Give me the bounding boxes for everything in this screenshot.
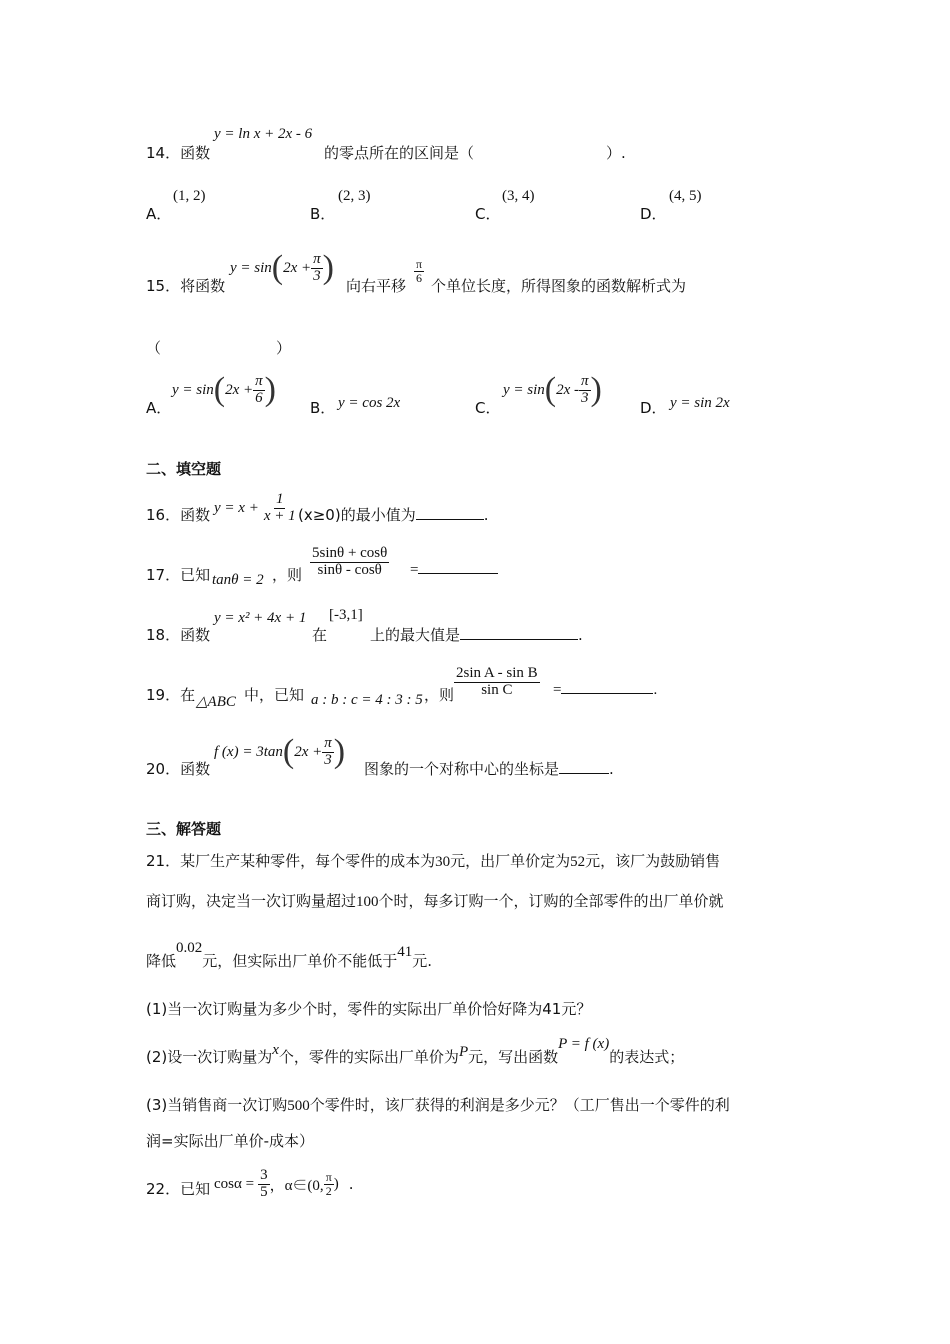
q16-expr-prefix: y = x + <box>214 499 259 516</box>
q19-end: . <box>653 682 658 698</box>
q21-func-p: P = f (x) <box>558 1036 610 1052</box>
q20-frac-num: π <box>324 734 332 751</box>
q17-eq: = <box>410 562 419 578</box>
q21-sub3-line1 <box>146 1094 730 1115</box>
q16-answer-blank[interactable] <box>416 519 484 520</box>
q22-number: 22．已知 <box>146 1180 211 1198</box>
q21-s3-b: 个零件时，该厂获得的利润是多少元？（工厂售出一个零件的利 <box>309 1096 730 1114</box>
q16-frac-num: 1 <box>275 490 284 507</box>
q15-a-den: 6 <box>255 389 263 406</box>
q19-answer-blank[interactable] <box>561 693 653 694</box>
q15-fraction <box>311 252 323 285</box>
q14-number: 14．函数 <box>146 144 211 162</box>
q15-option-a-label: A． <box>146 399 172 417</box>
q22-cos: cosα = <box>214 1175 255 1192</box>
section-answer-heading: 三、解答题 <box>146 820 222 838</box>
q14-option-c: (3, 4) <box>502 188 535 204</box>
q15-option-c-label: C． <box>475 399 501 417</box>
section-fill-in-heading: 二、填空题 <box>146 460 222 478</box>
q21-s2-b: 个，零件的实际出厂单价为 <box>278 1048 459 1066</box>
q21-price: 52 <box>570 854 586 870</box>
q21-cost: 30 <box>435 854 451 870</box>
q22-frac-den: 5 <box>260 1183 268 1200</box>
q14-close: ）. <box>606 144 626 162</box>
q21-threshold: 100 <box>356 894 379 910</box>
q18-expression: y = x² + 4x + 1 <box>214 610 307 626</box>
q15-c-prefix: y = sin <box>503 381 545 398</box>
q16-condition <box>298 504 488 525</box>
q15-shift-den: 6 <box>416 270 423 285</box>
q19-sep: ，则 <box>424 686 455 704</box>
q21-line2 <box>146 890 724 911</box>
q14-text: 的零点所在的区间是（ <box>324 144 475 162</box>
q15-option-d-label: D． <box>640 399 667 417</box>
q19-triangle: △ABC <box>196 694 236 710</box>
q22-pi-num: π <box>325 1169 332 1184</box>
q14-function: y = ln x + 2x - 6 <box>214 126 313 142</box>
q20-text-label: 图象的一个对称中心的坐标是 <box>364 760 560 778</box>
q15-paren-open: （ <box>146 339 162 357</box>
q15-arg: 2x + <box>283 259 312 276</box>
q19-ratio: a : b : c = 4 : 3 : 5 <box>311 692 423 708</box>
q17-frac-den: sinθ - cosθ <box>317 561 382 578</box>
q16-expression <box>214 488 298 528</box>
q15-option-a <box>172 368 276 412</box>
q14-option-c-label: C． <box>475 205 501 223</box>
q14-option-d-label: D． <box>640 205 667 223</box>
q17-condition: tanθ = 2 <box>212 572 264 588</box>
q18-text <box>370 624 583 645</box>
q21-sub1: (1)当一次订购量为多少个时，零件的实际出厂单价恰好降为41元？ <box>146 1000 592 1018</box>
q21-l2-a: 商订购，决定当一次订购量超过 <box>146 892 357 910</box>
q21-line3 <box>146 940 433 971</box>
q19-frac-den: sin C <box>481 681 513 698</box>
q15-option-c <box>503 368 602 412</box>
q15-shift <box>414 258 424 284</box>
q21-l1-c: 元，该厂为鼓励销售 <box>585 852 721 870</box>
q14-option-b-label: B． <box>310 205 336 223</box>
q20-expr-prefix: f (x) = 3tan <box>214 743 283 760</box>
q22-close: ) <box>333 1175 339 1192</box>
q15-text2: 个单位长度，所得图象的函数解析式为 <box>431 277 687 295</box>
q21-sub2 <box>146 1036 685 1067</box>
q15-c-arg: 2x - <box>556 381 580 398</box>
q15-frac-num: π <box>313 250 321 267</box>
q15-c-den: 3 <box>581 389 589 406</box>
q21-var-p: P <box>458 1044 469 1060</box>
q15-shift-num: π <box>416 257 423 271</box>
q19-number: 19．在 <box>146 686 196 704</box>
q14-option-a-label: A． <box>146 205 172 223</box>
q18-answer-blank[interactable] <box>460 639 578 640</box>
q15-a-num: π <box>255 372 263 389</box>
q21-s2-d: 的表达式； <box>609 1048 685 1066</box>
q15-paren-close: ） <box>276 339 292 357</box>
q20-answer-blank[interactable] <box>559 773 609 774</box>
q16-frac-den: x + 1 <box>263 507 296 524</box>
q20-frac-den: 3 <box>324 751 332 768</box>
q22-end: . <box>348 1175 354 1193</box>
q18-end: . <box>578 626 583 644</box>
q14-option-a: (1, 2) <box>173 188 206 204</box>
q14-option-b: (2, 3) <box>338 188 371 204</box>
q21-min-price: 41 <box>397 944 413 960</box>
q17-frac-num: 5sinθ + cosθ <box>312 545 388 561</box>
q15-number: 15．将函数 <box>146 277 226 295</box>
q17-fraction <box>310 546 389 579</box>
q19-frac-num: 2sin A - sin B <box>456 665 538 681</box>
q19-equals <box>553 682 657 699</box>
q22-pi-den: 2 <box>325 1183 332 1198</box>
q15-left-paren: ( <box>271 249 284 286</box>
q16-end: . <box>483 506 489 524</box>
q21-l1-a: 21．某厂生产某种零件，每个零件的成本为 <box>146 852 436 870</box>
q17-answer-blank[interactable] <box>418 573 498 574</box>
q21-s2-a: (2)设一次订购量为 <box>146 1048 273 1066</box>
q15-text1: 向右平移 <box>346 277 407 295</box>
q20-number: 20．函数 <box>146 760 211 778</box>
q18-text-label: 上的最大值是 <box>370 626 461 644</box>
q18-number: 18．函数 <box>146 626 211 644</box>
q19-fraction <box>454 666 540 699</box>
q15-option-b-label: B． <box>310 399 336 417</box>
q19-eq: = <box>553 682 562 698</box>
q21-s3-a: (3)当销售商一次订购 <box>146 1096 288 1114</box>
q15-c-lparen: ( <box>544 371 557 408</box>
q17-equals <box>410 562 498 579</box>
q21-l1-b: 元，出厂单价定为 <box>450 852 571 870</box>
q18-interval: [-3,1] <box>329 607 363 623</box>
q15-func-prefix: y = sin <box>230 259 272 276</box>
q20-expression <box>214 730 345 774</box>
q15-option-d: y = sin 2x <box>670 395 730 411</box>
q21-l3-c: 元. <box>412 952 433 970</box>
q20-lparen: ( <box>282 733 295 770</box>
q20-rparen: ) <box>333 733 346 770</box>
q20-arg: 2x + <box>294 743 323 760</box>
q21-s2-c: 元，写出函数 <box>468 1048 559 1066</box>
q15-a-lparen: ( <box>213 371 226 408</box>
q15-frac-den: 3 <box>313 267 321 284</box>
q21-l3-a: 降低 <box>146 952 177 970</box>
q16-cond-text: (x≥0)的最小值为 <box>298 506 416 524</box>
q21-order-500: 500 <box>287 1098 310 1114</box>
q15-c-num: π <box>581 372 589 389</box>
q22-frac-num: 3 <box>260 1166 268 1183</box>
q16-number: 16．函数 <box>146 506 211 524</box>
q17-sep: ，则 <box>272 566 303 584</box>
q15-function <box>230 248 334 288</box>
q21-var-x: x <box>272 1042 279 1058</box>
q21-sub3-line2: 润=实际出厂单价-成本） <box>146 1132 314 1150</box>
q20-end: . <box>609 760 614 778</box>
q15-a-rparen: ) <box>264 371 276 408</box>
q15-c-rparen: ) <box>590 371 602 408</box>
q19-mid: 中，已知 <box>244 686 305 704</box>
q15-option-b: y = cos 2x <box>338 395 401 411</box>
q21-line1 <box>146 850 720 871</box>
q21-l3-b: 元，但实际出厂单价不能低于 <box>202 952 398 970</box>
q22-expression <box>214 1162 354 1206</box>
q21-l2-b: 个时，每多订购一个，订购的全部零件的出厂单价就 <box>378 892 724 910</box>
q21-decrement: 0.02 <box>176 940 203 956</box>
q14-option-d: (4, 5) <box>669 188 702 204</box>
q15-a-prefix: y = sin <box>172 381 214 398</box>
q17-number: 17．已知 <box>146 566 211 584</box>
q15-a-arg: 2x + <box>225 381 254 398</box>
q18-at: 在 <box>312 626 328 644</box>
q20-text <box>364 758 614 779</box>
q22-cond: ，α∈(0, <box>269 1177 324 1194</box>
q15-right-paren: ) <box>322 249 334 286</box>
